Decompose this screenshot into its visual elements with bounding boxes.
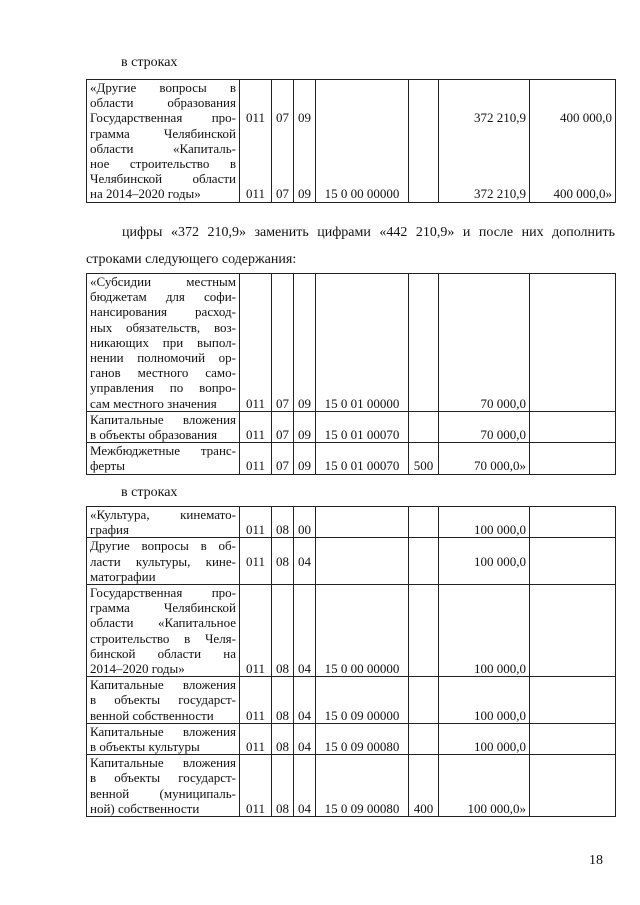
row-name-cell — [87, 677, 240, 724]
section-code-bottom: 07 — [276, 186, 289, 202]
subsection-code — [294, 80, 316, 203]
row-name-line: Капитальные вложения — [90, 677, 236, 693]
table-row — [87, 723, 616, 754]
row-name-cell — [87, 411, 240, 442]
row-name-line: сам местного значения — [90, 395, 217, 411]
target-article-code — [316, 507, 409, 538]
target-article-code: 15 0 00 00000 — [316, 584, 409, 676]
target-article-code-bottom: 15 0 00 00000 — [324, 186, 400, 202]
amount-next-year-cell — [530, 80, 616, 203]
table-row — [87, 677, 616, 724]
target-article-code — [316, 80, 409, 203]
amount-cell: 100 000,0 — [439, 677, 530, 724]
row-name-line: ганов местного само- — [90, 365, 236, 381]
amount-cell: 100 000,0 — [439, 538, 530, 585]
section-code — [272, 80, 294, 203]
target-article-code: 15 0 09 00000 — [316, 677, 409, 724]
amount-next-year-cell — [530, 538, 616, 585]
row-name-line: Государственная про- — [90, 110, 236, 126]
ministry-code: 011 — [240, 723, 272, 754]
amount-cell: 70 000,0 — [439, 411, 530, 442]
expense-type-code: 400 — [409, 755, 439, 817]
row-name-line: Государственная про- — [90, 584, 236, 600]
row-name-line: бинской области на — [90, 645, 236, 661]
subsection-code: 09 — [294, 443, 316, 474]
ministry-code-bottom: 011 — [245, 186, 266, 202]
table-row — [87, 80, 616, 203]
expense-type-code — [409, 80, 439, 203]
subsection-code: 04 — [294, 584, 316, 676]
subsection-code: 04 — [294, 723, 316, 754]
budget-table-3 — [86, 506, 616, 817]
row-name-line: области образования — [90, 95, 236, 111]
row-name-line: 2014–2020 годы» — [90, 660, 185, 676]
section-code: 07 — [272, 274, 294, 412]
amount-cell: 100 000,0» — [439, 755, 530, 817]
row-name-cell — [87, 723, 240, 754]
amount-next-year-cell — [530, 507, 616, 538]
ministry-code — [240, 80, 272, 203]
amount-cell — [439, 80, 530, 203]
ministry-code-top: 011 — [245, 110, 266, 126]
row-name-line: венной собственности — [90, 707, 214, 723]
amount-next-year-cell — [530, 755, 616, 817]
ministry-code: 011 — [240, 538, 272, 585]
row-name-line: в объекты культуры — [90, 738, 200, 754]
section-code-top: 07 — [276, 110, 289, 126]
row-name-line: ных обязательств, воз- — [90, 319, 236, 335]
expense-type-code — [409, 274, 439, 412]
row-name-line: ной) собственности — [90, 800, 200, 816]
row-name-cell — [87, 538, 240, 585]
table-row — [87, 411, 616, 442]
subsection-code: 00 — [294, 507, 316, 538]
row-name-line: на 2014–2020 годы» — [90, 186, 201, 202]
amount-next-year-cell — [530, 723, 616, 754]
row-name-line: в объекты образования — [90, 426, 218, 442]
row-name-line: Капитальные вложения — [90, 723, 236, 739]
subsection-code-bottom: 09 — [298, 186, 311, 202]
row-name-line: нении полномочий ор- — [90, 349, 236, 365]
row-name-line: Капитальные вложения — [90, 411, 236, 427]
section-code: 08 — [272, 538, 294, 585]
amount-cell: 70 000,0» — [439, 443, 530, 474]
amount-next-year-cell — [530, 677, 616, 724]
expense-type-code — [409, 584, 439, 676]
table-row — [87, 274, 616, 412]
row-name-line: «Культура, кинемато- — [90, 507, 236, 522]
subsection-code: 04 — [294, 755, 316, 817]
expense-type-code — [409, 507, 439, 538]
ministry-code: 011 — [240, 755, 272, 817]
row-name-line: области «Капиталь- — [90, 140, 236, 156]
subsection-code: 09 — [294, 274, 316, 412]
amount-cell-top: 372 210,9 — [474, 110, 526, 126]
expense-type-code — [409, 723, 439, 754]
ministry-code: 011 — [240, 443, 272, 474]
row-name-line: управления по вопро- — [90, 380, 236, 396]
expense-type-code: 500 — [409, 443, 439, 474]
row-name-cell — [87, 80, 240, 203]
target-article-code: 15 0 01 00000 — [316, 274, 409, 412]
amount-cell: 100 000,0 — [439, 507, 530, 538]
ministry-code: 011 — [240, 677, 272, 724]
table-row — [87, 755, 616, 817]
amount-cell: 70 000,0 — [439, 274, 530, 412]
row-name-line: Капитальные вложения — [90, 755, 236, 771]
amount-cell-bottom: 372 210,9 — [474, 186, 526, 202]
row-name-cell — [87, 443, 240, 474]
label-in-rows: в строках — [121, 485, 178, 500]
row-name-line: области «Капитальное — [90, 615, 236, 631]
expense-type-code — [409, 538, 439, 585]
ministry-code: 011 — [240, 507, 272, 538]
amount-cell: 100 000,0 — [439, 584, 530, 676]
row-name-line: графия — [90, 522, 129, 538]
subsection-code: 04 — [294, 677, 316, 724]
target-article-code: 15 0 01 00070 — [316, 411, 409, 442]
row-name-line: нансирования расход- — [90, 304, 236, 320]
section-code: 08 — [272, 584, 294, 676]
budget-table-2 — [86, 273, 616, 475]
row-name-line: в объекты государст- — [90, 770, 236, 786]
row-name-line: Межбюджетные транс- — [90, 443, 236, 459]
expense-type-code — [409, 677, 439, 724]
section-code: 07 — [272, 411, 294, 442]
row-name-line: строительство в Челя- — [90, 630, 236, 646]
row-name-cell — [87, 274, 240, 412]
subsection-code: 04 — [294, 538, 316, 585]
amount-cell: 100 000,0 — [439, 723, 530, 754]
target-article-code: 15 0 09 00080 — [316, 723, 409, 754]
table-row — [87, 443, 616, 474]
amount-next-year-cell-bottom: 400 000,0» — [553, 186, 612, 202]
amount-next-year-cell — [530, 274, 616, 412]
section-code: 08 — [272, 755, 294, 817]
row-name-line: грамма Челябинской — [90, 125, 236, 141]
row-name-line: грамма Челябинской — [90, 600, 236, 616]
amount-next-year-cell — [530, 443, 616, 474]
row-name-line: «Другие вопросы в — [90, 80, 236, 95]
row-name-line: Челябинской области — [90, 171, 236, 187]
table-row — [87, 507, 616, 538]
row-name-line: венной (муниципаль- — [90, 785, 236, 801]
ministry-code: 011 — [240, 274, 272, 412]
section-code: 08 — [272, 723, 294, 754]
section-code: 08 — [272, 507, 294, 538]
row-name-line: Другие вопросы в об- — [90, 538, 236, 554]
amount-next-year-cell — [530, 411, 616, 442]
row-name-cell — [87, 507, 240, 538]
row-name-line: никающих при выпол- — [90, 334, 236, 350]
amount-next-year-cell-top: 400 000,0 — [560, 110, 612, 126]
target-article-code: 15 0 09 00080 — [316, 755, 409, 817]
amount-next-year-cell — [530, 584, 616, 676]
table-row — [87, 584, 616, 676]
row-name-line: ферты — [90, 458, 125, 474]
table-row — [87, 538, 616, 585]
amendment-paragraph: цифры «372 210,9» заменить цифрами «442 210,9» и после них дополнить строками следующего содержания: — [86, 225, 615, 267]
intro-label: в строках — [121, 55, 178, 70]
row-name-line: ласти культуры, кине- — [90, 553, 236, 569]
ministry-code: 011 — [240, 411, 272, 442]
row-name-cell — [87, 584, 240, 676]
section-code: 08 — [272, 677, 294, 724]
target-article-code: 15 0 01 00070 — [316, 443, 409, 474]
budget-table-1 — [86, 79, 616, 203]
subsection-code: 09 — [294, 411, 316, 442]
target-article-code — [316, 538, 409, 585]
row-name-line: в объекты государст- — [90, 692, 236, 708]
row-name-line: бюджетам для софи- — [90, 289, 236, 305]
expense-type-code — [409, 411, 439, 442]
page-number: 18 — [589, 853, 603, 868]
row-name-cell — [87, 755, 240, 817]
row-name-line: «Субсидии местным — [90, 274, 236, 289]
row-name-line: ное строительство в — [90, 155, 236, 171]
section-code: 07 — [272, 443, 294, 474]
subsection-code-top: 09 — [298, 110, 311, 126]
ministry-code: 011 — [240, 584, 272, 676]
row-name-line: матографии — [90, 568, 156, 584]
